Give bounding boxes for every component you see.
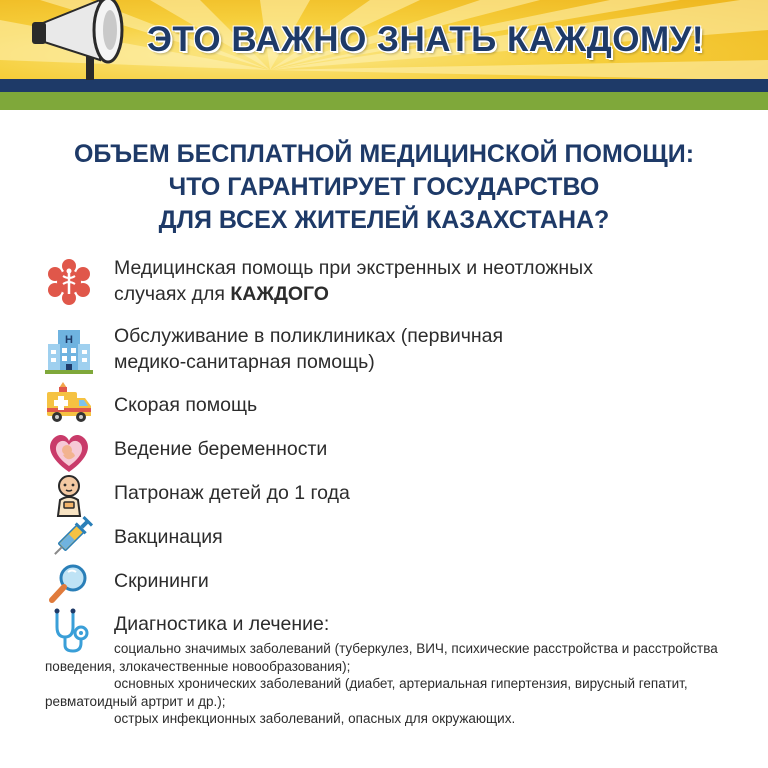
green-stripe xyxy=(0,92,768,110)
banner-title: ЭТО ВАЖНО ЗНАТЬ КАЖДОМУ! xyxy=(147,20,705,59)
item-line: Медицинская помощь при экстренных и неотложных xyxy=(114,257,593,279)
hospital-building-icon xyxy=(45,326,93,374)
baby-icon xyxy=(45,472,93,520)
item-line: медико-санитарная помощь) xyxy=(114,351,375,373)
pregnancy-heart-icon xyxy=(45,428,93,476)
heading-line-1: ОБЪЕМ БЕСПЛАТНОЙ МЕДИЦИНСКОЙ ПОМОЩИ: xyxy=(73,140,695,168)
ambulance-icon xyxy=(45,378,93,426)
item-line: Вакцинация xyxy=(114,526,223,548)
diagnostics-notes xyxy=(45,640,745,728)
item-text-pregnancy xyxy=(114,436,714,462)
item-line-bold: КАЖДОГО xyxy=(230,283,329,305)
medical-star-icon xyxy=(45,258,93,306)
item-text-polyclinics xyxy=(114,323,714,375)
item-text-emergency xyxy=(114,255,714,307)
page-heading xyxy=(0,138,768,237)
diagnostics-note-3: острых инфекционных заболеваний, опасных для окружающих. xyxy=(114,711,516,726)
item-line: Диагностика и лечение: xyxy=(114,613,330,635)
heading-line-2: ЧТО ГАРАНТИРУЕТ ГОСУДАРСТВО xyxy=(168,173,600,201)
item-line-prefix: случаях для xyxy=(114,283,231,305)
item-line: Обслуживание в поликлиниках (первичная xyxy=(114,325,504,347)
item-line xyxy=(114,281,714,307)
navy-stripe xyxy=(0,79,768,92)
item-text-diagnostics xyxy=(114,611,714,637)
megaphone-icon xyxy=(28,0,138,80)
item-line: Патронаж детей до 1 года xyxy=(114,482,350,504)
item-text-ambulance xyxy=(114,392,714,418)
svg-text:H: H xyxy=(65,334,73,346)
item-line: Ведение беременности xyxy=(114,438,328,460)
item-line: Скрининги xyxy=(114,570,209,592)
magnifier-icon xyxy=(45,560,93,608)
item-text-vaccination xyxy=(114,524,714,550)
item-text-baby-care xyxy=(114,480,714,506)
diagnostics-note-2: основных хронических заболеваний (диабет, артериальная гипертензия, вирусный гепатит, ревматоидный артрит и др.); xyxy=(45,676,688,709)
syringe-icon xyxy=(45,516,93,564)
item-text-screening xyxy=(114,568,714,594)
top-banner xyxy=(0,0,768,110)
diagnostics-note-1: социально значимых заболеваний (туберкулез, ВИЧ, психические расстройства и расстройства поведения, злокачественные новообразования); xyxy=(45,641,718,674)
heading-line-3: ДЛЯ ВСЕХ ЖИТЕЛЕЙ КАЗАХСТАНА? xyxy=(158,206,610,234)
item-line: Скорая помощь xyxy=(114,394,258,416)
